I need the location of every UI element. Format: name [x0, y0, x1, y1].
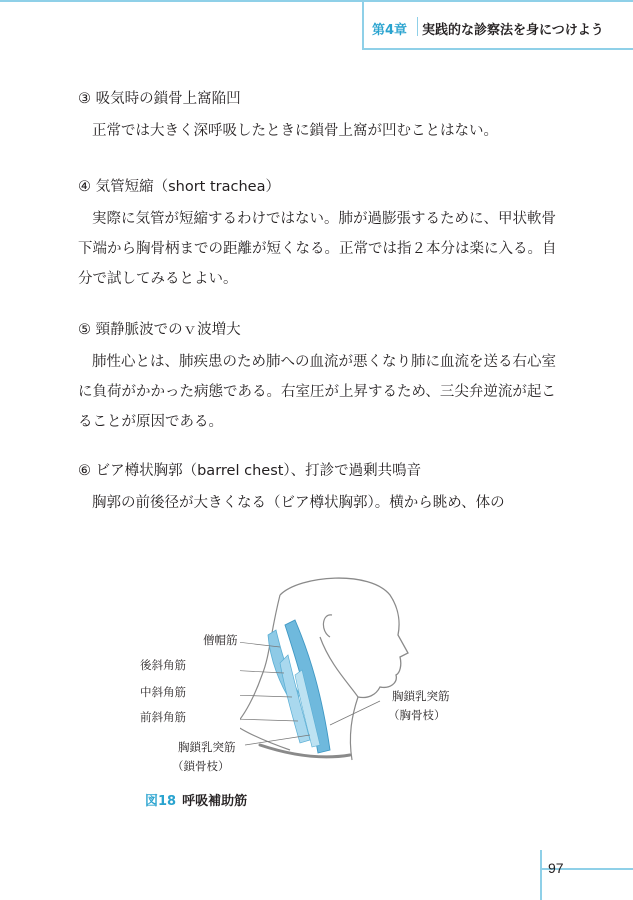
section-body: 胸郭の前後径が大きくなる（ビア樽状胸郭）。横から眺め、体の [92, 495, 505, 511]
page-number: 97 [548, 860, 564, 876]
section-body: 肺性心とは、肺疾患のため肺への血流が悪くなり肺に血流を送る右心室に負荷がかかった病態である。右室圧が上昇するため、三尖弁逆流が起こることが原因である。 [78, 354, 556, 430]
header-separator [417, 17, 418, 36]
figure-caption-text: 呼吸補助筋 [182, 794, 248, 809]
figure-caption [145, 790, 247, 809]
section-body: 実際に気管が短縮するわけではない。肺が過膨張するために、甲状軟骨下端から胸骨柄までの距離が短くなる。正常では指２本分は楽に入る。自分で試してみるとよい。 [78, 211, 557, 287]
label-scm-clavicular: 胸鎖乳突筋 [178, 740, 236, 754]
section-body: 正常では大きく深呼吸したときに鎖骨上窩が凹むことはない。 [92, 123, 498, 139]
section-heading: ⑥ ビア樽状胸郭（barrel chest）、打診で過剰共鳴音 [78, 463, 422, 479]
label-scm-sternal-sub: （胸骨枝） [388, 708, 446, 722]
section-5 [78, 319, 568, 437]
chapter-title: 実践的な診察法を身につけよう [422, 23, 604, 38]
label-scm-sternal: 胸鎖乳突筋 [392, 689, 450, 703]
page-number-rule-vertical [540, 850, 542, 900]
label-scm-clavicular-sub: （鎖骨枝） [172, 759, 230, 773]
label-middle-scalene: 中斜角筋 [140, 685, 186, 699]
section-6 [78, 460, 568, 518]
label-anterior-scalene: 前斜角筋 [140, 710, 186, 724]
section-heading: ⑤ 頸静脈波でのｖ波増大 [78, 322, 241, 338]
figure-number: 図18 [145, 794, 177, 809]
neck-muscle-illustration [240, 575, 440, 775]
header-top-rule [0, 0, 633, 2]
header-bottom-rule [362, 48, 633, 50]
chapter-label: 第4章 [372, 23, 408, 38]
label-posterior-scalene: 後斜角筋 [140, 658, 186, 672]
section-heading: ④ 気管短縮（short trachea） [78, 179, 280, 195]
header-left-rule [362, 0, 364, 50]
section-heading: ③ 吸気時の鎖骨上窩陥凹 [78, 91, 241, 107]
section-4 [78, 176, 568, 294]
label-trapezius: 僧帽筋 [203, 633, 238, 647]
section-3 [78, 88, 568, 146]
